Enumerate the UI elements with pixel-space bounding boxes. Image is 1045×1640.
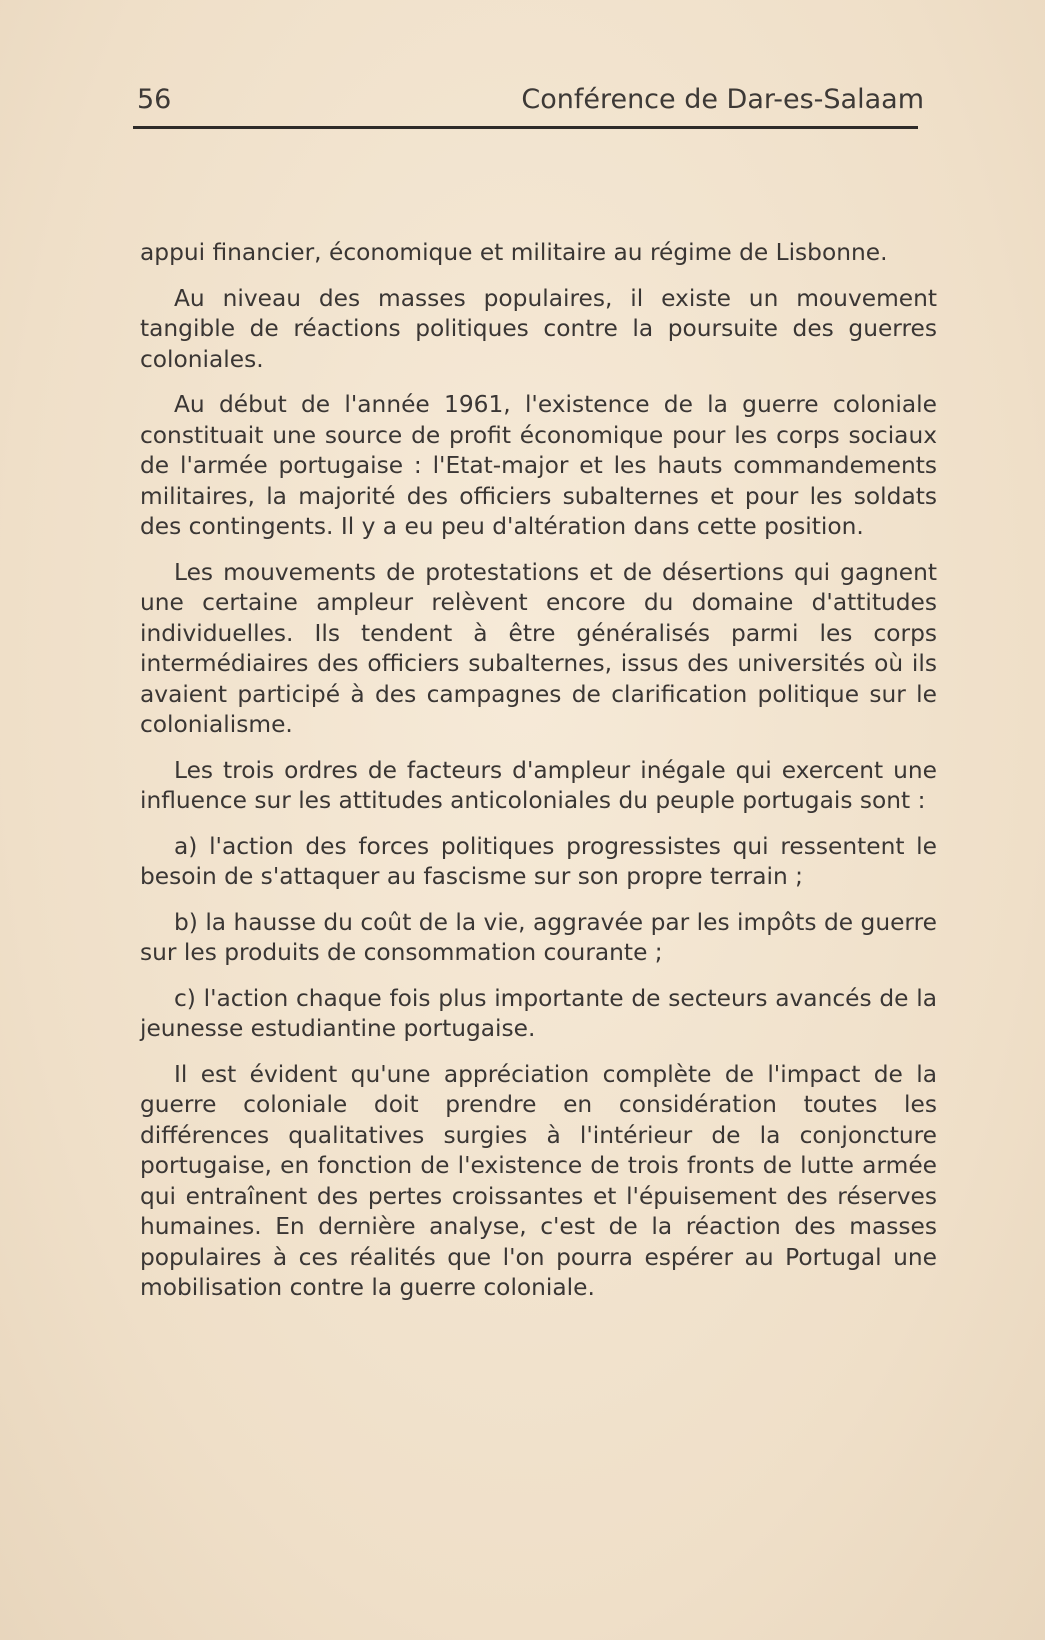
page-number: 56 xyxy=(137,84,172,115)
paragraph: Il est évident qu'une appréciation complète de l'impact de la guerre coloniale doit prendre en considération toutes les différences qualitatives surgies à l'intérieur de la conjoncture portugaise, en fonction de l'existence de trois fronts de lutte armée qui entraînent des pertes croissantes et l'épuisement des réserves humaines. En dernière analyse, c'est de la réaction des masses populaires à ces réalités que l'on pourra espérer au Portugal une mobilisation contre la guerre coloniale. xyxy=(140,1060,937,1301)
paragraph: Au niveau des masses populaires, il existe un mouvement tangible de réactions politiques contre la poursuite des guerres coloniales. xyxy=(140,284,937,373)
paragraph: Les mouvements de protestations et de désertions qui gagnent une certaine ampleur relèvent encore du domaine d'attitudes individuelles. Ils tendent à être généralisés parmi les corps intermédiaires des officiers subalternes, issus des universités où ils avaient participé à des campagnes de clarification politique sur le colonialisme. xyxy=(140,558,937,738)
list-item-c: c) l'action chaque fois plus importante de secteurs avancés de la jeunesse estudiantine portugaise. xyxy=(140,984,937,1042)
body-text xyxy=(140,238,937,1319)
list-item-b: b) la hausse du coût de la vie, aggravée par les impôts de guerre sur les produits de consommation courante ; xyxy=(140,908,937,966)
paragraph-continuation: appui financier, économique et militaire au régime de Lisbonne. xyxy=(140,239,888,266)
list-item-a: a) l'action des forces politiques progressistes qui ressentent le besoin de s'attaquer au fascisme sur son propre terrain ; xyxy=(140,832,937,890)
page-header xyxy=(137,84,924,115)
running-title: Conférence de Dar-es-Salaam xyxy=(521,84,924,115)
paragraph: Les trois ordres de facteurs d'ampleur inégale qui exercent une influence sur les attitudes anticoloniales du peuple portugais sont : xyxy=(140,756,937,814)
header-rule xyxy=(133,126,918,129)
paragraph: Au début de l'année 1961, l'existence de la guerre coloniale constituait une source de profit économique pour les corps sociaux de l'armée portugaise : l'Etat-major et les hauts commandements militaires, la majorité des officiers subalternes et pour les soldats des contingents. Il y a eu peu d'altération dans cette position. xyxy=(140,391,937,540)
